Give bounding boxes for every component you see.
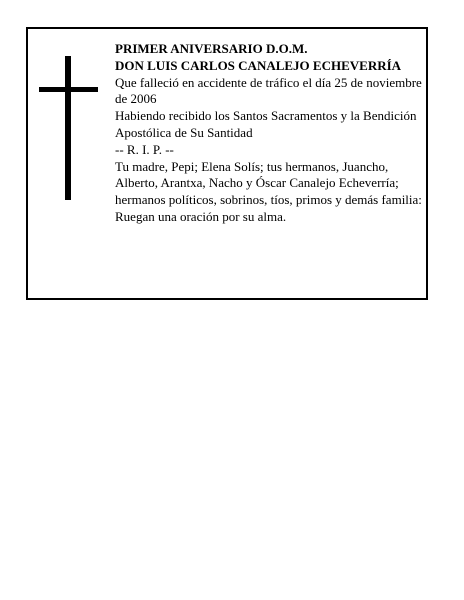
- notice-heading: PRIMER ANIVERSARIO D.O.M.: [115, 41, 308, 56]
- cross-icon: [39, 56, 99, 200]
- family-list: Tu madre, Pepi; Elena Solís; tus hermanos, Juancho, Alberto, Arantxa, Nacho y Óscar Canalejo Echeverría; hermanos políticos, sobrinos, tíos, primos y demás familia:: [115, 158, 422, 208]
- deceased-name: DON LUIS CARLOS CANALEJO ECHEVERRÍA: [115, 57, 402, 73]
- sacraments-line: Habiendo recibido los Santos Sacramentos y la Bendición Apostólica de Su Santidad: [115, 108, 417, 140]
- death-info: Que falleció en accidente de tráfico el día 25 de noviembre de 2006: [115, 74, 422, 107]
- closing-line: Ruegan una oración por su alma.: [115, 208, 287, 224]
- cross-vertical-bar: [65, 56, 71, 200]
- rip-line: -- R. I. P. --: [115, 141, 174, 157]
- memorial-notice: [26, 27, 428, 300]
- cross-horizontal-bar: [39, 87, 98, 92]
- notice-text: [115, 41, 425, 226]
